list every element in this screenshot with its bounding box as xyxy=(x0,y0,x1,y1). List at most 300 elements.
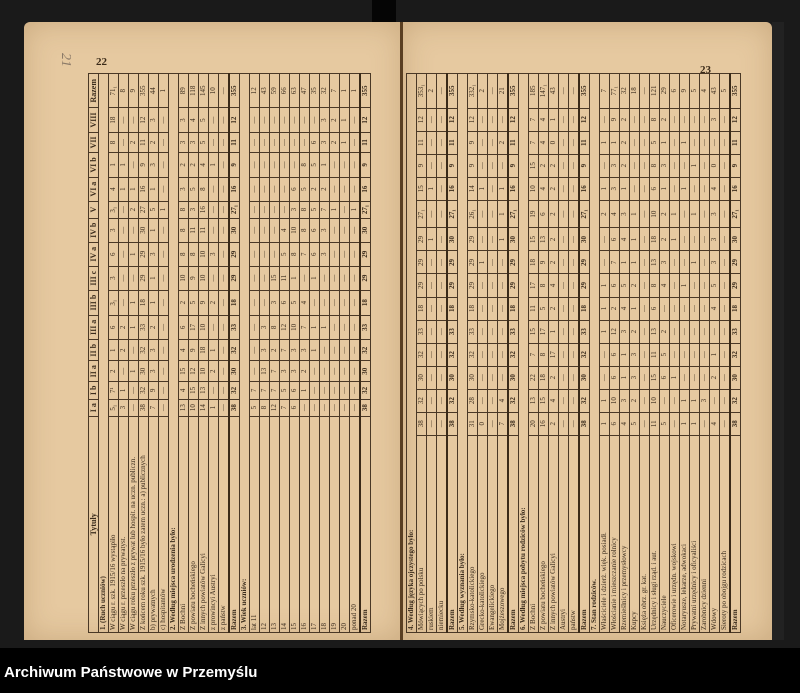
cell-value: 8 xyxy=(179,218,189,242)
cell-value: — xyxy=(437,177,448,200)
cell-value: — xyxy=(488,274,498,297)
cell-value: 3 xyxy=(620,200,630,228)
cell-value: 5 xyxy=(539,297,549,320)
cell-value: 18 xyxy=(579,297,590,320)
cell-value: — xyxy=(427,389,437,412)
cell-value: 19 xyxy=(529,200,539,228)
cell-value: — xyxy=(478,389,488,412)
right-table-region xyxy=(406,73,739,633)
cell-value: 11 xyxy=(650,412,660,435)
cell-value: 0 xyxy=(549,131,559,154)
cell-value: — xyxy=(119,361,129,382)
cell-value: 30 xyxy=(417,366,427,389)
cell-value: 38 xyxy=(579,412,590,435)
cell-value: 3 xyxy=(620,320,630,343)
cell-value: 1 xyxy=(119,177,129,201)
cell-value: — xyxy=(330,361,340,382)
cell-value: — xyxy=(437,297,448,320)
cell-value: — xyxy=(350,266,361,290)
cell-value: 5 xyxy=(149,201,159,218)
row-label: Właściciele i dzierż. więk. posiadł. xyxy=(600,435,610,632)
cell-value: 1 xyxy=(290,266,300,290)
total-row xyxy=(447,74,458,633)
cell-value: 2 xyxy=(179,290,189,315)
cell-value: 1 xyxy=(209,399,219,416)
cell-value: 1 xyxy=(600,274,610,297)
cell-value: 7 xyxy=(270,361,280,382)
cell-value: 3 xyxy=(610,154,620,177)
cell-value: — xyxy=(437,412,448,435)
cell-value: 10 xyxy=(290,218,300,242)
row-label: Z końcem roku szk. 1915/16 było zatem uczn.: a) publicznych xyxy=(139,416,149,632)
row-total: 355 xyxy=(508,74,519,109)
cell-value: 6 xyxy=(610,343,620,366)
cell-value: — xyxy=(260,266,270,290)
cell-value: 3 xyxy=(290,361,300,382)
cell-value: 12 xyxy=(610,320,620,343)
cell-value: — xyxy=(478,297,488,320)
cell-value: — xyxy=(330,290,340,315)
cell-value: — xyxy=(488,108,498,131)
cell-value: 2 xyxy=(620,131,630,154)
cell-value: — xyxy=(310,290,320,315)
row-label: Z Bochni xyxy=(529,435,539,632)
cell-value: 29 xyxy=(229,242,240,266)
cell-value: — xyxy=(219,132,230,152)
cell-value: 16 xyxy=(447,177,458,200)
table-row xyxy=(600,74,610,633)
cell-value: — xyxy=(680,228,690,251)
cell-value: 4 xyxy=(179,382,189,400)
cell-value: — xyxy=(720,228,731,251)
row-total: 12 xyxy=(250,74,260,108)
cell-value: 2 xyxy=(549,200,559,228)
cell-value: 1 xyxy=(549,108,559,131)
cell-value: 27₁ xyxy=(417,200,427,228)
cell-value: — xyxy=(640,274,650,297)
cell-value: 15 xyxy=(539,389,549,412)
cell-value: 15 xyxy=(270,266,280,290)
cell-value: 2 xyxy=(660,320,670,343)
cell-value: — xyxy=(427,200,437,228)
cell-value: 32 xyxy=(360,340,371,361)
table-row xyxy=(189,74,199,633)
cell-value: 15 xyxy=(179,361,189,382)
cell-value: 8 xyxy=(650,108,660,131)
cell-value: 32 xyxy=(139,382,149,400)
cell-value: 30 xyxy=(447,228,458,251)
cell-value: — xyxy=(720,343,731,366)
cell-value: — xyxy=(219,201,230,218)
cell-value: 2 xyxy=(270,340,280,361)
cell-value: 1 xyxy=(149,266,159,290)
cell-value: 29 xyxy=(139,242,149,266)
cell-value: 1 xyxy=(600,412,610,435)
cell-value: 7 xyxy=(529,131,539,154)
row-label: Razem xyxy=(730,435,741,632)
cell-value: — xyxy=(569,389,580,412)
cell-value: — xyxy=(209,266,219,290)
table-row xyxy=(660,74,670,633)
cell-value: 11 xyxy=(579,131,590,154)
cell-value: 5 xyxy=(250,399,260,416)
cell-value: — xyxy=(129,108,139,132)
cell-value: — xyxy=(129,399,139,416)
cell-value: 1 xyxy=(129,177,139,201)
cell-value: — xyxy=(219,108,230,132)
cell-value: — xyxy=(340,153,350,177)
cell-value: 8 xyxy=(300,153,310,177)
cell-value: 11 xyxy=(199,218,209,242)
cell-value: 5 xyxy=(630,412,640,435)
cell-value: — xyxy=(250,153,260,177)
cell-value: 30 xyxy=(360,218,371,242)
cell-value: 6 xyxy=(290,382,300,400)
table-row xyxy=(427,74,437,633)
cell-value: — xyxy=(640,366,650,389)
left-page-number: 22 xyxy=(96,56,107,68)
cell-value: 31 xyxy=(468,412,478,435)
cell-value: 12 xyxy=(447,108,458,131)
cell-value: 32 xyxy=(417,343,427,366)
cell-value: 30 xyxy=(730,228,741,251)
cell-value: — xyxy=(219,315,230,339)
cell-value: 3 xyxy=(320,218,330,242)
cell-value: — xyxy=(280,132,290,152)
cell-value: — xyxy=(437,320,448,343)
cell-value: — xyxy=(720,154,731,177)
cell-value: — xyxy=(250,315,260,339)
cell-value: 1 xyxy=(620,343,630,366)
cell-value: 4 xyxy=(549,389,559,412)
cell-value: — xyxy=(330,315,340,339)
cell-value: 1 xyxy=(320,153,330,177)
cell-value: — xyxy=(680,297,690,320)
cell-value: — xyxy=(159,340,169,361)
cell-value: 12 xyxy=(229,108,240,132)
cell-value: 6 xyxy=(179,315,189,339)
table-row xyxy=(270,74,280,633)
cell-value: — xyxy=(488,320,498,343)
cell-value: — xyxy=(640,251,650,274)
cell-value: 8 xyxy=(179,201,189,218)
cell-value: — xyxy=(427,131,437,154)
table-row xyxy=(559,74,569,633)
cell-value: 16 xyxy=(730,177,741,200)
table-row xyxy=(250,74,260,633)
cell-value: 2 xyxy=(209,290,219,315)
row-total: 355 xyxy=(139,74,149,108)
cell-value: — xyxy=(600,154,610,177)
row-label: Nauczyciele xyxy=(660,435,670,632)
row-label: Razem xyxy=(360,416,371,632)
cell-value: — xyxy=(340,290,350,315)
cell-value: — xyxy=(488,297,498,320)
cell-value: 29 xyxy=(579,274,590,297)
cell-value: 1 xyxy=(129,290,139,315)
cell-value: — xyxy=(559,320,569,343)
cell-value: 15 xyxy=(650,366,660,389)
cell-value: 12 xyxy=(417,108,427,131)
cell-value: — xyxy=(300,132,310,152)
titles-header: Tytuły xyxy=(89,416,99,632)
cell-value: — xyxy=(640,154,650,177)
cell-value: — xyxy=(250,290,260,315)
row-total: 2 xyxy=(478,74,488,109)
cell-value: 3 xyxy=(710,228,720,251)
cell-value: 2 xyxy=(119,340,129,361)
row-total: 43 xyxy=(260,74,270,108)
cell-value: 4 xyxy=(199,153,209,177)
cell-value: 1 xyxy=(600,389,610,412)
row-label: Z innych powiatów Galicyi xyxy=(199,416,209,632)
cell-value: 30 xyxy=(468,366,478,389)
row-total: 1 xyxy=(350,74,361,108)
cell-value: 11 xyxy=(417,131,427,154)
cell-value: — xyxy=(569,251,580,274)
cell-value: — xyxy=(670,274,680,297)
cell-value: — xyxy=(559,343,569,366)
cell-value: 33 xyxy=(579,320,590,343)
cell-value: — xyxy=(270,218,280,242)
cell-value: 4 xyxy=(610,200,620,228)
cell-value: 12 xyxy=(280,315,290,339)
cell-value: 3 xyxy=(189,132,199,152)
cell-value: 29 xyxy=(468,228,478,251)
cell-value: 10 xyxy=(179,266,189,290)
table-row xyxy=(260,74,270,633)
cell-value: — xyxy=(710,320,720,343)
cell-value: 27₁ xyxy=(730,200,741,228)
cell-value: — xyxy=(640,412,650,435)
class-header: VI b xyxy=(89,153,99,177)
row-label: Mówiących po polsku xyxy=(417,435,427,632)
table-row xyxy=(529,74,539,633)
cell-value: — xyxy=(340,218,350,242)
row-total: 9 xyxy=(129,74,139,108)
cell-value: 7 xyxy=(529,108,539,131)
cell-value: 32 xyxy=(579,343,590,366)
cell-value: — xyxy=(600,366,610,389)
cell-value: — xyxy=(427,366,437,389)
table-row xyxy=(139,74,149,633)
cell-value: — xyxy=(427,274,437,297)
cell-value: 1 xyxy=(340,132,350,152)
cell-value: 10 xyxy=(199,361,209,382)
row-label: Z powiatu bocheńskiego xyxy=(189,416,199,632)
cell-value: 33 xyxy=(229,315,240,339)
class-header: III c xyxy=(89,266,99,290)
row-label: niemiecku xyxy=(437,435,448,632)
cell-value: 27₁ xyxy=(447,200,458,228)
cell-value: — xyxy=(270,108,280,132)
row-total: 63 xyxy=(290,74,300,108)
cell-value: 9 xyxy=(539,251,549,274)
cell-value: 1 xyxy=(310,315,320,339)
cell-value: 3 xyxy=(660,251,670,274)
cell-value: 2 xyxy=(549,412,559,435)
cell-value: — xyxy=(340,242,350,266)
cell-value: 4 xyxy=(710,297,720,320)
row-total: 59 xyxy=(270,74,280,108)
cell-value: 6 xyxy=(650,177,660,200)
cell-value: — xyxy=(250,132,260,152)
cell-value: — xyxy=(680,251,690,274)
row-label: Włościanie i mieszczanie rolnicy xyxy=(610,435,620,632)
row-total: 1 xyxy=(159,74,169,108)
cell-value: 2 xyxy=(498,131,509,154)
cell-value: 12 xyxy=(270,399,280,416)
cell-value: — xyxy=(690,297,700,320)
cell-value: — xyxy=(280,201,290,218)
cell-value: 3 xyxy=(179,108,189,132)
cell-value: 6 xyxy=(610,366,620,389)
cell-value: 26₁ xyxy=(468,200,478,228)
table-row xyxy=(468,74,478,633)
cell-value: 1 xyxy=(310,266,320,290)
cell-value: 2 xyxy=(109,361,119,382)
cell-value: — xyxy=(159,361,169,382)
cell-value: — xyxy=(569,177,580,200)
cell-value: 30 xyxy=(139,361,149,382)
section-title-row xyxy=(99,74,109,633)
cell-value: 1 xyxy=(478,251,488,274)
cell-value: — xyxy=(559,177,569,200)
cell-value: 32 xyxy=(508,389,519,412)
row-total: 355 xyxy=(229,74,240,108)
table-row xyxy=(620,74,630,633)
cell-value: 32 xyxy=(468,343,478,366)
cell-value: — xyxy=(159,266,169,290)
cell-value: 6 xyxy=(109,315,119,339)
cell-value: 33 xyxy=(139,315,149,339)
cell-value: 1 xyxy=(498,177,509,200)
cell-value: 1 xyxy=(600,297,610,320)
cell-value: — xyxy=(680,366,690,389)
table-row xyxy=(670,74,680,633)
cell-value: 6 xyxy=(290,177,300,201)
cell-value: 32 xyxy=(229,382,240,400)
table-row xyxy=(640,74,650,633)
cell-value: — xyxy=(427,297,437,320)
cell-value: — xyxy=(710,131,720,154)
row-total: 4 xyxy=(700,74,710,109)
cell-value: 5 xyxy=(620,274,630,297)
cell-value: — xyxy=(159,108,169,132)
cell-value: — xyxy=(600,228,610,251)
cell-value: 6 xyxy=(610,412,620,435)
table-row xyxy=(539,74,549,633)
cell-value: 32 xyxy=(229,340,240,361)
cell-value: — xyxy=(260,242,270,266)
cell-value: — xyxy=(300,399,310,416)
table-row xyxy=(109,74,119,633)
cell-value: 2 xyxy=(549,228,559,251)
cell-value: — xyxy=(290,132,300,152)
cell-value: 8 xyxy=(650,274,660,297)
section-title: 4. Według języka ojczystego było: xyxy=(407,74,417,633)
row-label: 20 xyxy=(340,416,350,632)
cell-value: — xyxy=(478,274,488,297)
cell-value: — xyxy=(260,201,270,218)
row-total: — xyxy=(569,74,580,109)
cell-value: — xyxy=(478,131,488,154)
cell-value: 1 xyxy=(209,340,219,361)
cell-value: 4 xyxy=(189,108,199,132)
cell-value: — xyxy=(330,153,340,177)
cell-value: 30 xyxy=(229,218,240,242)
cell-value: 29 xyxy=(447,251,458,274)
cell-value: 1 xyxy=(159,201,169,218)
row-label: Ewangelickiego xyxy=(488,435,498,632)
cell-value: 18 xyxy=(539,366,549,389)
book-edge xyxy=(772,22,784,640)
cell-value: 29 xyxy=(417,251,427,274)
cell-value: 1 xyxy=(690,200,700,228)
cell-value: — xyxy=(330,266,340,290)
cell-value: 5 xyxy=(280,242,290,266)
table-row xyxy=(199,74,209,633)
cell-value: 8 xyxy=(199,177,209,201)
cell-value: 11 xyxy=(360,132,371,152)
cell-value: — xyxy=(437,154,448,177)
cell-value: 1 xyxy=(680,389,690,412)
cell-value: — xyxy=(209,201,219,218)
cell-value: 1 xyxy=(680,177,690,200)
cell-value: — xyxy=(488,412,498,435)
cell-value: 11 xyxy=(447,131,458,154)
cell-value: — xyxy=(559,108,569,131)
cell-value: — xyxy=(330,399,340,416)
cell-value: 3 xyxy=(630,366,640,389)
cell-value: 2 xyxy=(620,154,630,177)
table-row xyxy=(610,74,620,633)
cell-value: 3 xyxy=(320,132,330,152)
cell-value: — xyxy=(437,274,448,297)
cell-value: — xyxy=(640,343,650,366)
cell-value: 18 xyxy=(468,297,478,320)
cell-value: — xyxy=(350,153,361,177)
row-label: 16 xyxy=(300,416,310,632)
cell-value: — xyxy=(340,201,350,218)
cell-value: — xyxy=(159,290,169,315)
cell-value: — xyxy=(427,108,437,131)
row-total: 121 xyxy=(650,74,660,109)
cell-value: 1 xyxy=(610,131,620,154)
cell-value: 12 xyxy=(189,361,199,382)
row-total: — xyxy=(488,74,498,109)
cell-value: — xyxy=(700,343,710,366)
table-row xyxy=(478,74,488,633)
row-total: 44 xyxy=(149,74,159,108)
section-title: 6. Według miejsca pobytu rodziców było: xyxy=(519,74,529,633)
cell-value: — xyxy=(350,177,361,201)
cell-value: 11 xyxy=(529,297,539,320)
cell-value: — xyxy=(640,131,650,154)
cell-value: 7 xyxy=(529,343,539,366)
cell-value: 3₁ xyxy=(109,201,119,218)
cell-value: 3 xyxy=(320,242,330,266)
row-label: ponad 20 xyxy=(350,416,361,632)
cell-value: — xyxy=(700,274,710,297)
table-row xyxy=(119,74,129,633)
cell-value: 3₁ xyxy=(109,290,119,315)
cell-value: 1 xyxy=(549,320,559,343)
cell-value: — xyxy=(350,399,361,416)
cell-value: — xyxy=(478,200,488,228)
cell-value: — xyxy=(330,242,340,266)
cell-value: 2 xyxy=(660,108,670,131)
